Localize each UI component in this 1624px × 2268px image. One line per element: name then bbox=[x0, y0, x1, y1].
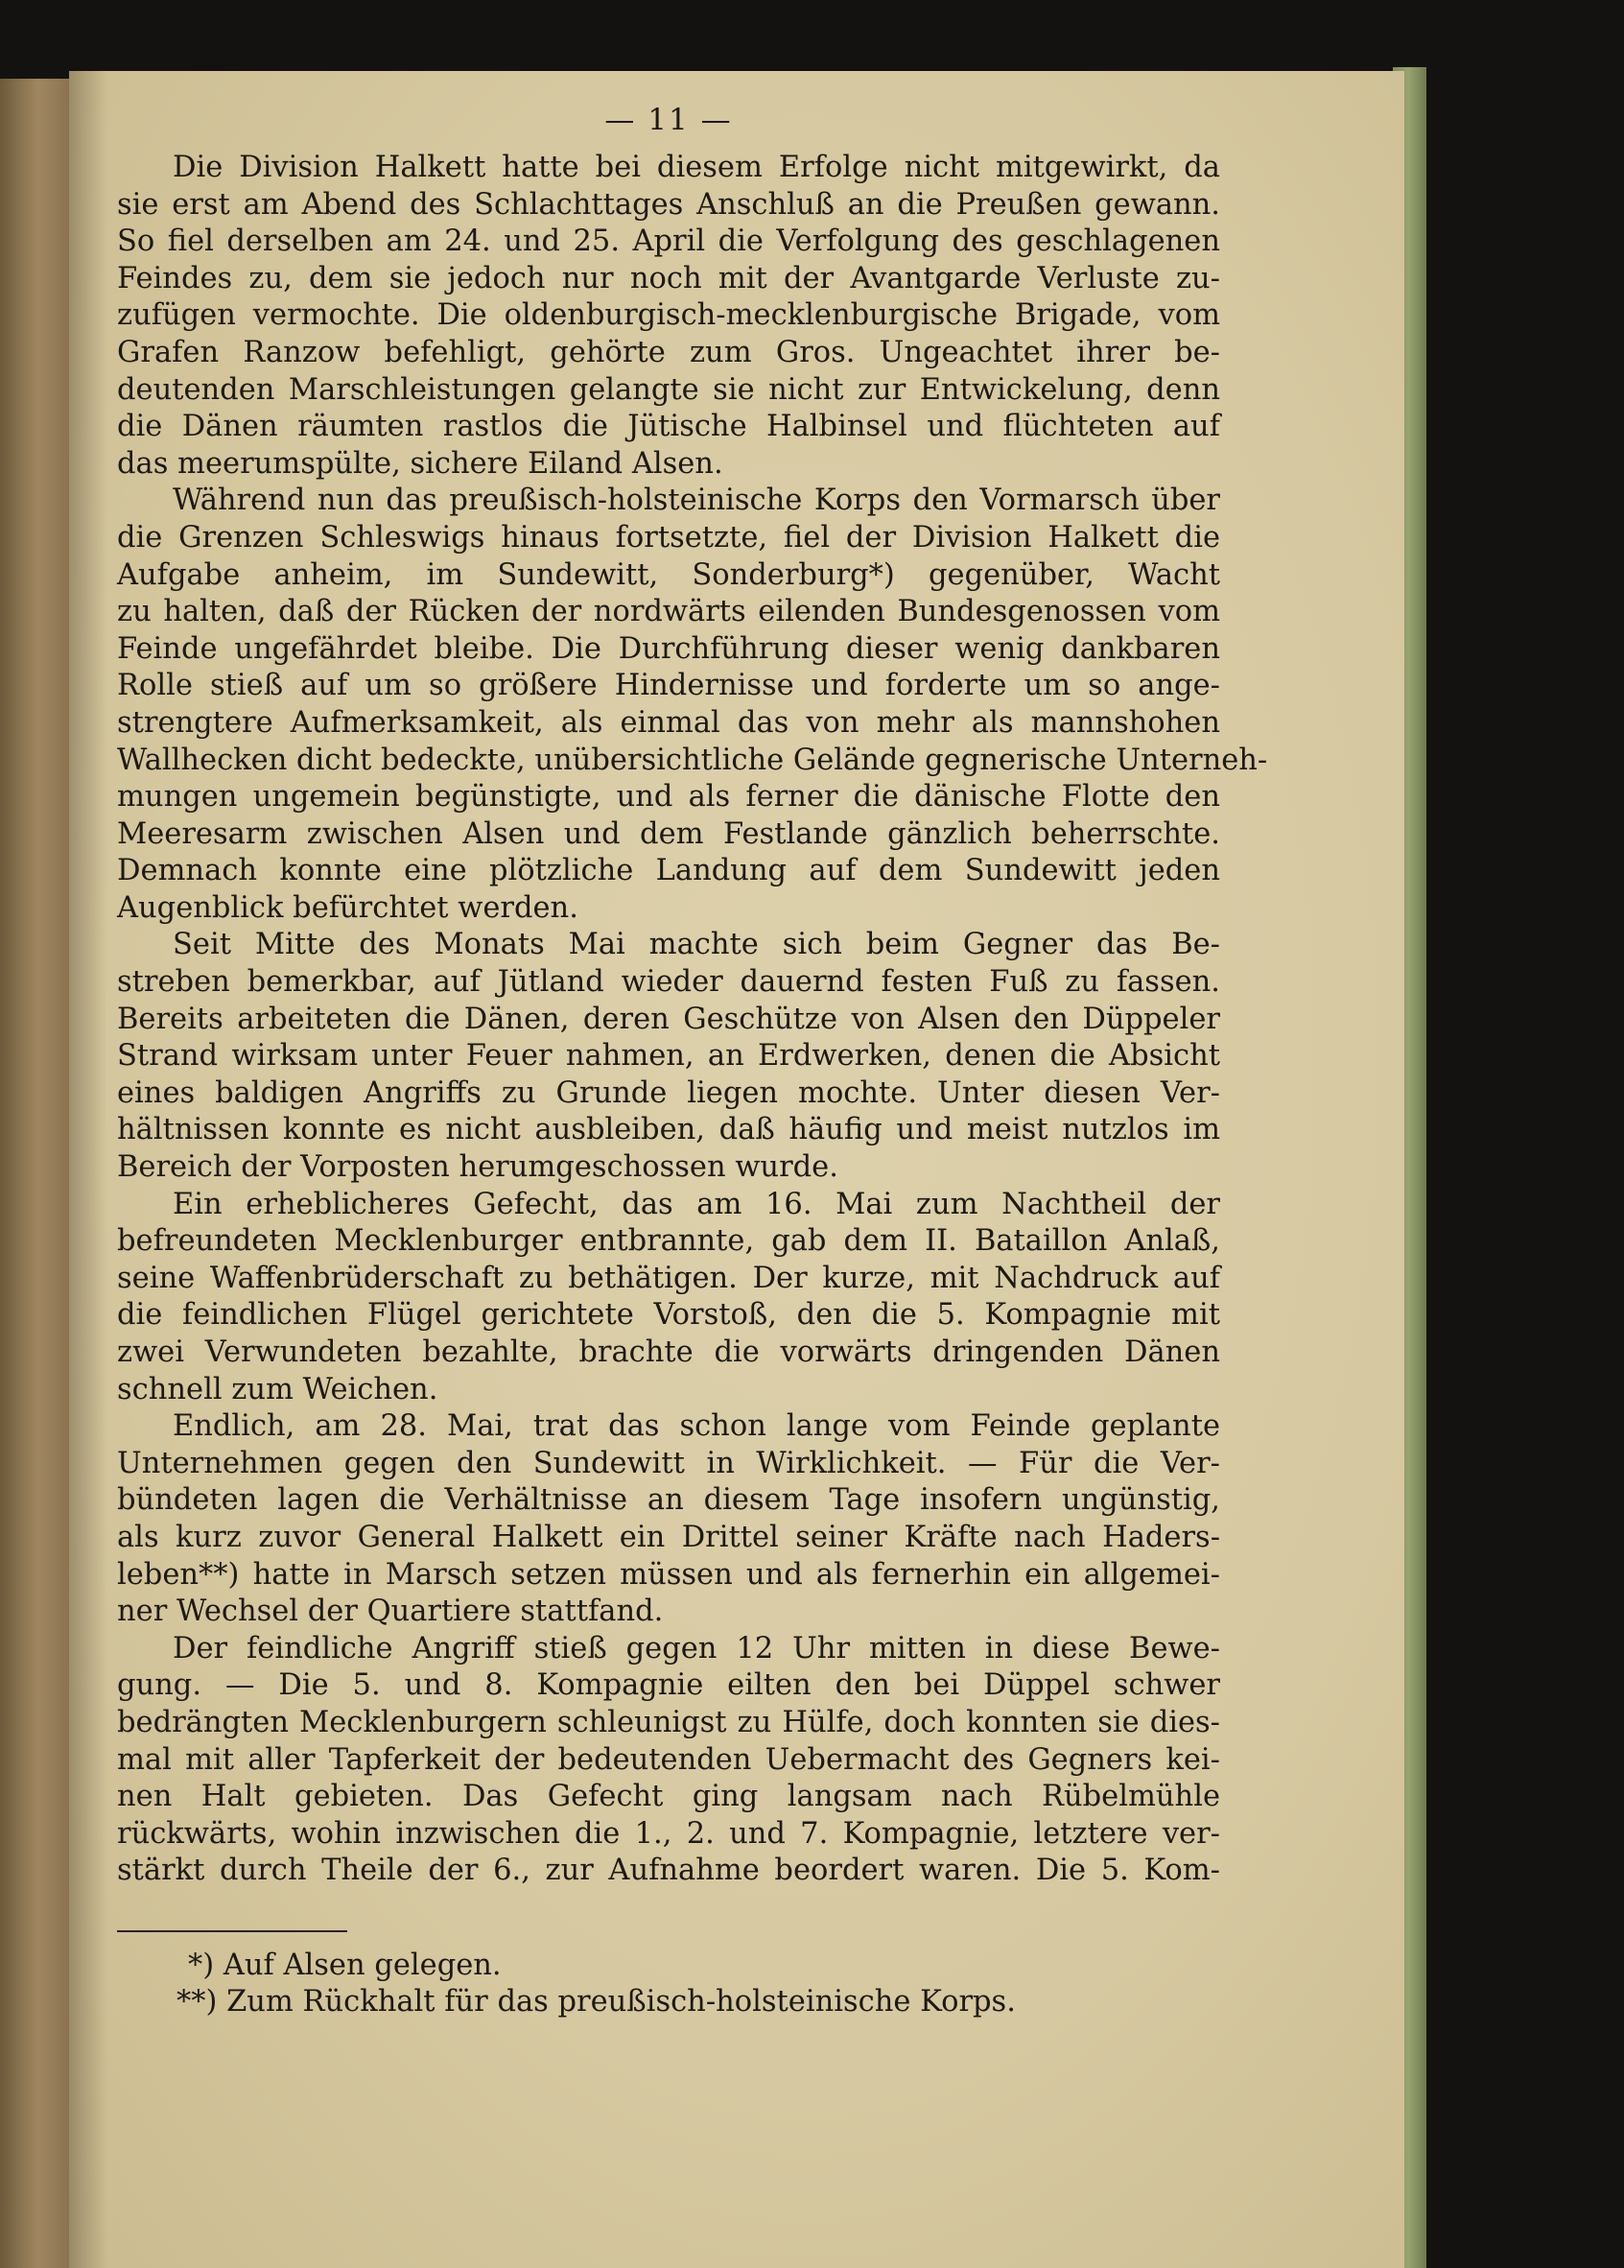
text-line: stärkt durch Theile der 6., zur Aufnahme beordert waren. Die 5. Kom- bbox=[117, 1854, 1220, 1888]
text-line: hältnissen konnte es nicht ausbleiben, daß häufig und meist nutzlos im bbox=[117, 1113, 1220, 1147]
text-line: So fiel derselben am 24. und 25. April die Verfolgung des geschlagenen bbox=[117, 224, 1220, 259]
text-line: nen Halt gebieten. Das Gefecht ging langsam nach Rübelmühle bbox=[117, 1780, 1220, 1814]
text-line: Aufgabe anheim, im Sundewitt, Sonderburg*) gegenüber, Wacht bbox=[117, 557, 1220, 592]
text-line: zu halten, daß der Rücken der nordwärts eilenden Bundesgenossen vom bbox=[117, 595, 1220, 629]
text-line: eines baldigen Angriffs zu Grunde liegen mochte. Unter diesen Ver- bbox=[117, 1075, 1220, 1110]
text-line: Augenblick befürchtet werden. bbox=[117, 890, 578, 925]
text-line: Unternehmen gegen den Sundewitt in Wirklichkeit. — Für die Ver- bbox=[117, 1446, 1220, 1480]
text-line: das meerumspülte, sichere Eiland Alsen. bbox=[117, 446, 723, 481]
text-line: zwei Verwundeten bezahlte, brachte die vorwärts dringenden Dänen bbox=[117, 1335, 1220, 1369]
text-line: Der feindliche Angriff stieß gegen 12 Uhr mitten in diese Bewe- bbox=[173, 1631, 1220, 1666]
text-line: Meeresarm zwischen Alsen und dem Festlande gänzlich beherrschte. bbox=[117, 816, 1220, 851]
text-line: Endlich, am 28. Mai, trat das schon lange vom Feinde geplante bbox=[173, 1409, 1220, 1444]
text-line: Demnach konnte eine plötzliche Landung auf dem Sundewitt jeden bbox=[117, 854, 1220, 888]
text-line: als kurz zuvor General Halkett ein Drittel seiner Kräfte nach Haders- bbox=[117, 1520, 1220, 1554]
page-number: — 11 — bbox=[604, 103, 733, 137]
footnote-separator bbox=[117, 1930, 347, 1932]
adjacent-page-edge bbox=[0, 79, 69, 2268]
text-line: Feinde ungefährdet bleibe. Die Durchführung dieser wenig dankbaren bbox=[117, 631, 1220, 666]
text-line: rückwärts, wohin inzwischen die 1., 2. und 7. Kompagnie, letztere ver- bbox=[117, 1816, 1220, 1851]
text-line: die feindlichen Flügel gerichtete Vorstoß, den die 5. Kompagnie mit bbox=[117, 1298, 1220, 1333]
text-line: mal mit aller Tapferkeit der bedeutenden Uebermacht des Gegners kei- bbox=[117, 1742, 1220, 1777]
text-line: strengtere Aufmerksamkeit, als einmal das von mehr als mannshohen bbox=[117, 705, 1220, 740]
text-line: gung. — Die 5. und 8. Kompagnie eilten den bei Düppel schwer bbox=[117, 1668, 1220, 1703]
text-line: Strand wirksam unter Feuer nahmen, an Erdwerken, denen die Absicht bbox=[117, 1039, 1220, 1074]
text-line: schnell zum Weichen. bbox=[117, 1372, 438, 1406]
text-line: die Grenzen Schleswigs hinaus fortsetzte, fiel der Division Halkett die bbox=[117, 520, 1220, 555]
text-line: Bereits arbeiteten die Dänen, deren Geschütze von Alsen den Düppeler bbox=[117, 1002, 1220, 1036]
text-line: ner Wechsel der Quartiere stattfand. bbox=[117, 1595, 664, 1629]
text-line: Bereich der Vorposten herumgeschossen wurde. bbox=[117, 1150, 838, 1185]
text-line: Die Division Halkett hatte bei diesem Erfolge nicht mitgewirkt, da bbox=[173, 151, 1220, 184]
text-line: bündeten lagen die Verhältnisse an diesem Tage insofern ungünstig, bbox=[117, 1483, 1220, 1518]
gutter-shadow bbox=[69, 71, 107, 2268]
text-line: deutenden Marschleistungen gelangte sie nicht zur Entwickelung, denn bbox=[117, 372, 1220, 407]
text-line: Ein erheblicheres Gefecht, das am 16. Mai zum Nachtheil der bbox=[173, 1187, 1220, 1221]
text-line: streben bemerkbar, auf Jütland wieder dauernd festen Fuß zu fassen. bbox=[117, 965, 1220, 1000]
text-line: zufügen vermochte. Die oldenburgisch-mecklenburgische Brigade, vom bbox=[117, 298, 1220, 333]
text-line: die Dänen räumten rastlos die Jütische Halbinsel und flüchteten auf bbox=[117, 410, 1220, 444]
text-line: Rolle stieß auf um so größere Hindernisse und forderte um so ange- bbox=[117, 669, 1220, 703]
text-line: sie erst am Abend des Schlachttages Anschluß an die Preußen gewann. bbox=[117, 187, 1220, 222]
text-line: Während nun das preußisch-holsteinische Korps den Vormarsch über bbox=[173, 484, 1220, 518]
text-line: bedrängten Mecklenburgern schleunigst zu Hülfe, doch konnten sie dies- bbox=[117, 1705, 1220, 1739]
text-line: Grafen Ranzow befehligt, gehörte zum Gros. Ungeachtet ihrer be- bbox=[117, 335, 1220, 369]
text-line: Feindes zu, dem sie jedoch nur noch mit der Avantgarde Verluste zu- bbox=[117, 261, 1220, 295]
text-line: befreundeten Mecklenburger entbrannte, gab dem II. Bataillon Anlaß, bbox=[117, 1224, 1220, 1259]
text-line: leben**) hatte in Marsch setzen müssen und als fernerhin ein allgemei- bbox=[117, 1557, 1220, 1592]
text-line: mungen ungemein begünstigte, und als ferner die dänische Flotte den bbox=[117, 780, 1220, 815]
footnote-1: *) Auf Alsen gelegen. bbox=[188, 1948, 502, 1982]
footnote-2: **) Zum Rückhalt für das preußisch-holsteinische Korps. bbox=[177, 1984, 1016, 2019]
text-line: Wallhecken dicht bedeckte, unübersichtliche Gelände gegnerische Unterneh- bbox=[117, 743, 1268, 777]
body-text bbox=[117, 150, 1268, 1890]
page-text bbox=[117, 94, 1268, 2020]
text-line: Seit Mitte des Monats Mai machte sich beim Gegner das Be- bbox=[173, 928, 1220, 962]
text-line: seine Waffenbrüderschaft zu bethätigen. Der kurze, mit Nachdruck auf bbox=[117, 1261, 1220, 1295]
